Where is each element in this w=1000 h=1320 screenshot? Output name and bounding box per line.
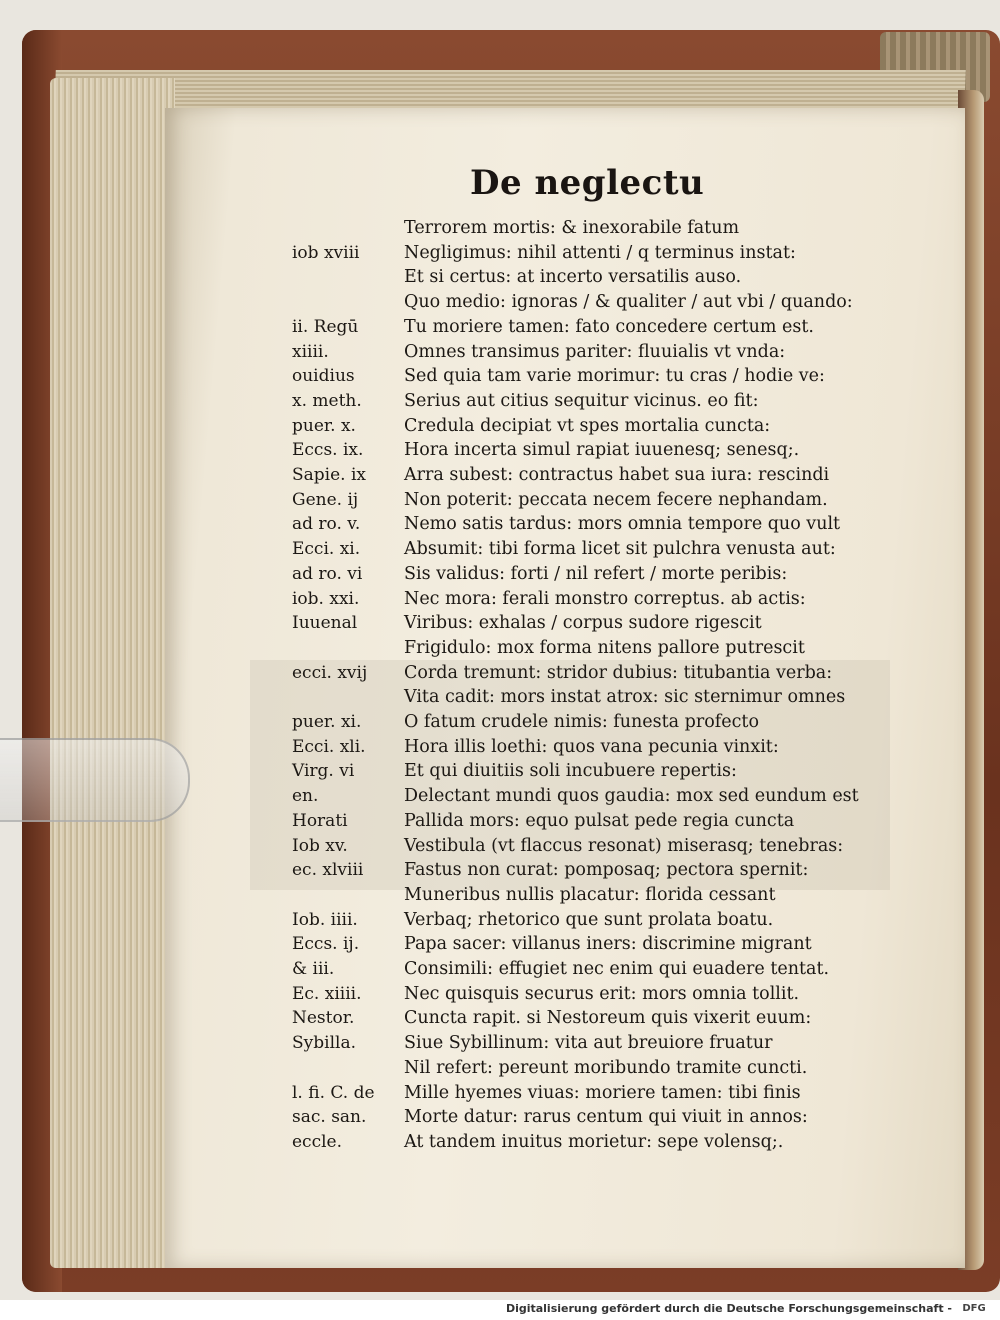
verse-line: Sed quia tam varie morimur: tu cras / hodie ve: <box>404 366 825 387</box>
page-heading: De neglectu <box>470 163 705 203</box>
margin-note: iob. xxi. <box>292 588 360 609</box>
margin-note: ad ro. v. <box>292 514 361 535</box>
margin-note: sac. san. <box>292 1107 367 1128</box>
margin-note: Ecci. xi. <box>292 539 361 560</box>
verse-line: Nec quisquis securus erit: mors omnia tollit. <box>404 983 800 1004</box>
verse-line: Consimili: effugiet nec enim qui euadere tentat. <box>404 959 830 979</box>
dfg-logo: DFG <box>956 1302 992 1316</box>
verse-line: Absumit: tibi forma licet sit pulchra venusta aut: <box>404 539 836 560</box>
verse-line: Non poterit: peccata necem fecere nephandam. <box>404 489 828 510</box>
verse-line: Pallida mors: equo pulsat pede regia cuncta <box>404 810 795 831</box>
verse-line: Nec mora: ferali monstro correptus. ab actis: <box>404 588 806 609</box>
verse-line: Siue Sybillinum: vita aut breuiore fruatur <box>404 1033 773 1054</box>
verse-line: Cuncta rapit. si Nestoreum quis vixerit euum: <box>404 1008 812 1029</box>
margin-note: x. meth. <box>292 390 362 411</box>
verse-line: Credula decipiat vt spes mortalia cuncta: <box>404 415 771 436</box>
verse-line: Vita cadit: mors instat atrox: sic sternimur omnes <box>404 687 846 708</box>
verse-line: Omnes transimus pariter: fluuialis vt vnda: <box>404 341 786 362</box>
margin-note: ec. xlviii <box>292 860 364 881</box>
verse-line: Nemo satis tardus: mors omnia tempore quo vult <box>404 514 841 535</box>
margin-note: ad ro. vi <box>292 563 363 584</box>
footer-bar <box>0 1300 1000 1320</box>
margin-note: Horati <box>292 810 348 831</box>
margin-note: puer. xi. <box>292 712 362 732</box>
verse-line: Muneribus nullis placatur: florida cessant <box>404 884 776 905</box>
verse-line: Morte datur: rarus centum qui viuit in annos: <box>404 1107 808 1128</box>
margin-note: puer. x. <box>292 415 356 436</box>
margin-note: Iob. iiii. <box>292 909 358 930</box>
margin-note: eccle. <box>292 1131 343 1152</box>
verse-line: Frigidulo: mox forma nitens pallore putrescit <box>404 637 805 658</box>
margin-note: xiiii. <box>292 341 329 362</box>
verse-line: Et si certus: at incerto versatilis auso. <box>404 267 742 288</box>
margin-note: Sapie. ix <box>292 465 366 485</box>
verse-line: Hora illis loethi: quos vana pecunia vinxit: <box>404 736 779 757</box>
verse-line: Sis validus: forti / nil refert / morte peribis: <box>404 563 788 584</box>
verse-line: Et qui diuitiis soli incubuere repertis: <box>404 761 737 782</box>
margin-note: Ec. xiiii. <box>292 983 362 1004</box>
margin-note: Virg. vi <box>292 761 355 782</box>
verse-line: Delectant mundi quos gaudia: mox sed eundum est <box>404 786 859 807</box>
bookmark-clip <box>0 738 190 822</box>
margin-note: l. fi. C. de <box>292 1082 375 1103</box>
margin-note: iob xviii <box>292 242 360 263</box>
verse-line: Terrorem mortis: & inexorabile fatum <box>404 218 740 238</box>
margin-note: & iii. <box>292 959 335 979</box>
verse-line: Fastus non curat: pomposaq; pectora spernit: <box>404 860 809 881</box>
verse-line: Tu moriere tamen: fato concedere certum est. <box>404 316 814 337</box>
funding-credit: Digitalisierung gefördert durch die Deutsche Forschungsgemeinschaft - <box>505 1302 952 1315</box>
margin-note: Eccs. ix. <box>292 440 364 461</box>
verse-line: Serius aut citius sequitur vicinus. eo fit: <box>404 390 759 411</box>
verse-line: Vestibula (vt flaccus resonat) miserasq; tenebras: <box>404 835 844 856</box>
margin-note: Iuuenal <box>292 613 358 634</box>
verse-line: Corda tremunt: stridor dubius: titubantia verba: <box>404 662 833 683</box>
verse-line: At tandem inuitus morietur: sepe volensq;. <box>404 1131 784 1152</box>
page-edges-left <box>50 78 175 1268</box>
margin-note: ouidius <box>292 366 355 387</box>
margin-note: ii. Regū <box>292 316 359 337</box>
verse-line: Quo medio: ignoras / & qualiter / aut vbi / quando: <box>404 292 853 313</box>
margin-note: Sybilla. <box>292 1033 356 1054</box>
margin-note: Eccs. ij. <box>292 934 360 955</box>
margin-note: ecci. xvij <box>292 662 368 683</box>
verse-line: Verbaq; rhetorico que sunt prolata boatu. <box>404 909 774 930</box>
margin-note: Nestor. <box>292 1008 355 1029</box>
verse-line: Viribus: exhalas / corpus sudore rigescit <box>404 613 762 634</box>
margin-note: Ecci. xli. <box>292 736 366 757</box>
margin-note: en. <box>292 786 319 807</box>
margin-note: Gene. ij <box>292 489 359 510</box>
verse-line: O fatum crudele nimis: funesta profecto <box>404 712 759 732</box>
verse-line: Papa sacer: villanus iners: discrimine migrant <box>404 934 812 955</box>
verse-line: Arra subest: contractus habet sua iura: rescindi <box>404 465 830 485</box>
verse-line: Mille hyemes viuas: moriere tamen: tibi finis <box>404 1082 801 1103</box>
verse-line: Hora incerta simul rapiat iuuenesq; senesq;. <box>404 440 800 461</box>
verse-line: Negligimus: nihil attenti / q terminus instat: <box>404 242 796 263</box>
margin-note: Iob xv. <box>292 835 348 856</box>
verse-line: Nil refert: pereunt moribundo tramite cuncti. <box>404 1057 808 1078</box>
